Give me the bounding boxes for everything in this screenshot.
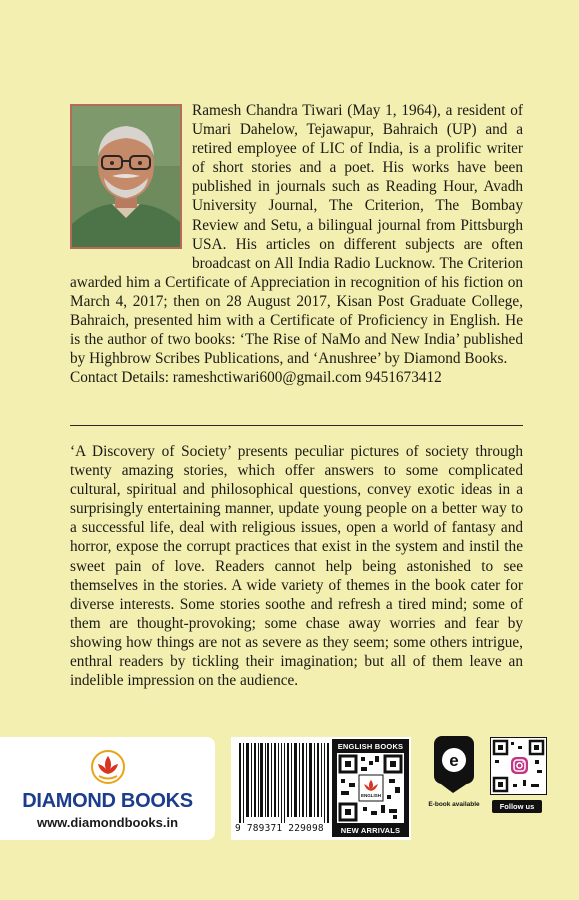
- contact-details: Contact Details: rameshctiwari600@gmail.com 9451673412: [70, 369, 442, 387]
- follow-us-label: Follow us: [492, 800, 542, 813]
- qr-bottom-label: NEW ARRIVALS: [340, 826, 401, 835]
- qr-code: [337, 753, 404, 823]
- book-description: ‘A Discovery of Society’ presents peculiar pictures of society through twenty amazing stories, which offer answers to some complicated cultural, spiritual and philosophical questions, convey exotic ideas in a surprisingly entertaining manner, update young people on a better way to a successful life, deal with religious issues, open a world of fantasy and horror, expose the corrupt practices that exist in the system and instil the sweet pain of love. Readers cannot help being astonished to see themselves in the stories. A wide variety of themes in the book cater for diverse interests. Some stories soothe and refresh a tired mind; some of them are thought-provoking; some chase away worries and fear by showing how things are not as severe as they seem; some others intrigue, enthral readers by tickling their imagination; but all of them leave an indelible impression on the audience.: [70, 443, 523, 690]
- publisher-logo-box: [0, 737, 215, 840]
- photo-spacer: [70, 101, 192, 258]
- follow-us-qr[interactable]: [490, 737, 547, 795]
- publisher-website: www.diamondbooks.in: [36, 815, 179, 830]
- ebook-label: E-book available: [428, 801, 480, 808]
- qr-top-label: ENGLISH BOOKS: [337, 742, 404, 751]
- section-divider: [70, 425, 523, 426]
- ebook-e-icon[interactable]: [433, 735, 475, 795]
- svg-text:e: e: [449, 751, 459, 770]
- isbn-digits: 9 789371 229098: [235, 823, 324, 834]
- author-bio-text: Ramesh Chandra Tiwari (May 1, 1964), a resident of Umari Dahelow, Tejawapur, Bahraich (UP) and a retired employee of LIC of India, is a prolific writer of short stories and a poet. His works have been published in journals such as Reading Hour, Avadh University Journal, The Criterion, The Bombay Review and Setu, a bilingual journal from Pittsburgh USA. His articles on different subjects are often broadcast on All India Radio Lucknow. The Criterion awarded him a Certificate of Appreciation in recognition of his fiction on March 4, 2017; then on 28 August 2017, Kisan Post Graduate College, Bahraich, presented him with a Certificate of Proficiency in English. He is the author of two books: ‘The Rise of NaMo and New India’ published by Highbrow Scribes Publications, and ‘Anushree’ by Diamond Books.: [70, 102, 523, 368]
- english-books-qr-panel[interactable]: [332, 739, 409, 837]
- author-bio: [70, 101, 523, 387]
- isbn-barcode: [239, 743, 329, 823]
- barcode-box: [231, 737, 411, 840]
- lotus-logo-icon: [91, 750, 125, 786]
- publisher-name: DIAMOND BOOKS: [22, 790, 193, 812]
- qr-center-label: ENGLISH: [360, 793, 381, 798]
- back-cover-footer: [0, 737, 579, 840]
- qr-code-icon: [337, 753, 404, 823]
- instagram-qr-icon: [491, 738, 546, 794]
